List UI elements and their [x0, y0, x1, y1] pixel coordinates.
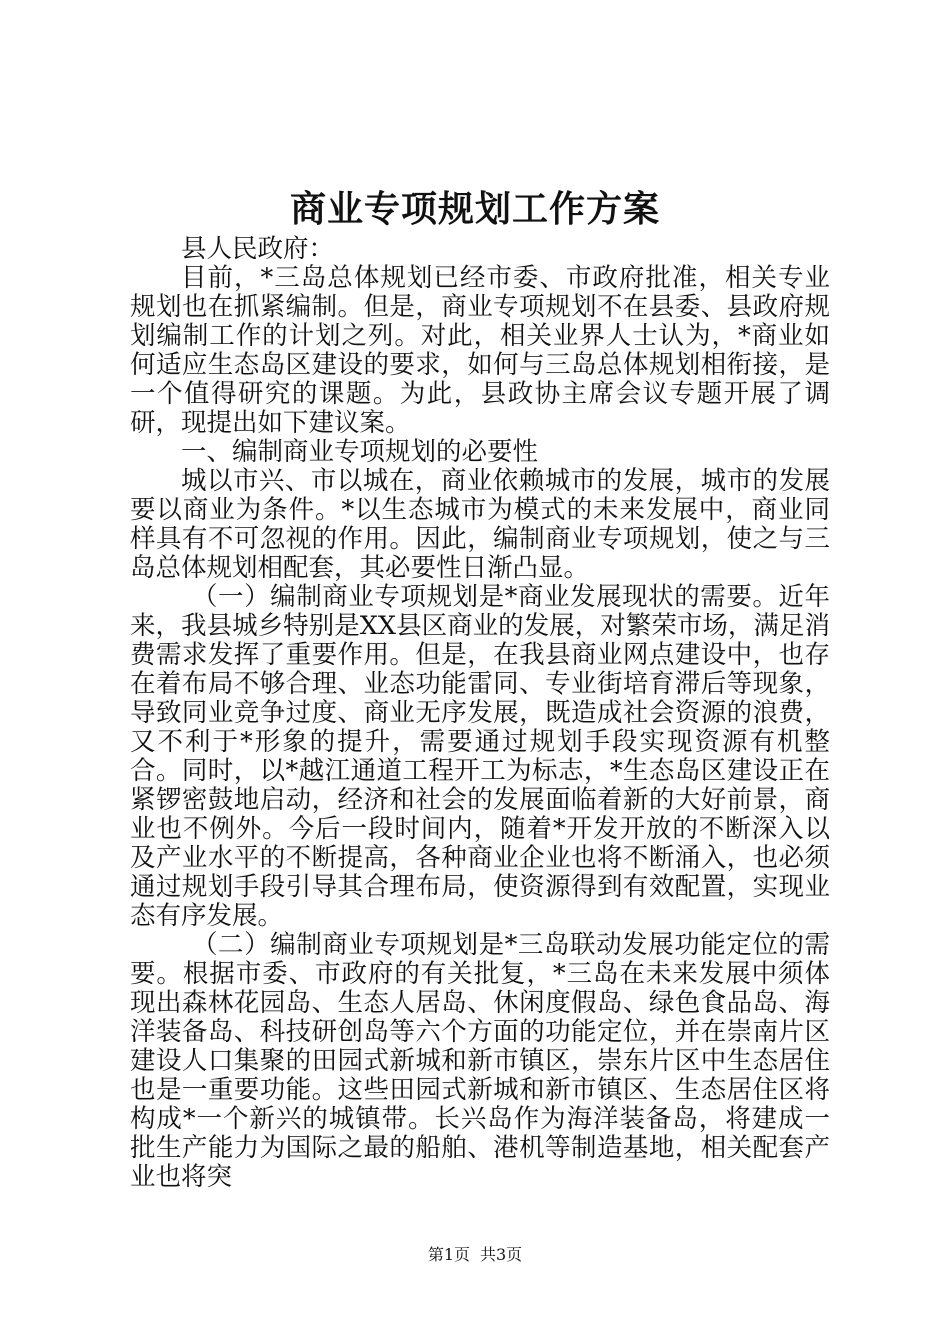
- document-title: 商业专项规划工作方案: [289, 188, 660, 230]
- paragraph-necessity: 城以市兴、市以城在，商业依赖城市的发展，城市的发展要以商业为条件。*以生态城市为模式的未来发展中，商业同样具有不可忽视的作用。因此，编制商业专项规划，使之与三岛总体规划相配套，其必要性日渐凸显。: [130, 466, 830, 583]
- salutation: 县人民政府：: [181, 234, 335, 264]
- page-footer: [0, 1244, 950, 1266]
- page-total: 共3页: [480, 1245, 523, 1264]
- document-body: [130, 235, 830, 1192]
- paragraph-point-2: （二）编制商业专项规划是*三岛联动发展功能定位的需要。根据市委、市政府的有关批复，*三岛在未来发展中须体现出森林花园岛、生态人居岛、休闲度假岛、绿色食品岛、海洋装备岛、科技研创岛等六个方面的功能定位，并在崇南片区建设人口集聚的田园式新城和新市镇区，崇东片区中生态居住也是一重要功能。这些田园式新城和新市镇区、生态居住区将构成*一个新兴的城镇带。长兴岛作为海洋装备岛，将建成一批生产能力为国际之最的船舶、港机等制造基地，相关配套产业也将突: [130, 930, 830, 1192]
- page-number: 第1页: [427, 1245, 470, 1264]
- paragraph-intro: 目前，*三岛总体规划已经市委、市政府批准，相关专业规划也在抓紧编制。但是，商业专项规划不在县委、县政府规划编制工作的计划之列。对此，相关业界人士认为，*商业如何适应生态岛区建设的要求，如何与三岛总体规划相衔接，是一个值得研究的课题。为此，县政协主席会议专题开展了调研，现提出如下建议案。: [130, 263, 830, 438]
- paragraph-point-1: （一）编制商业专项规划是*商业发展现状的需要。近年来，我县城乡特别是XX县区商业的发展，对繁荣市场，满足消费需求发挥了重要作用。但是，在我县商业网点建设中，也存在着布局不够合理、业态功能雷同、专业街培育滞后等现象，导致同业竞争过度、商业无序发展，既造成社会资源的浪费，又不利于*形象的提升，需要通过规划手段实现资源有机整合。同时，以*越江通道工程开工为标志，*生态岛区建设正在紧锣密鼓地启动，经济和社会的发展面临着新的大好前景，商业也不例外。今后一段时间内，随着*开发开放的不断深入以及产业水平的不断提高，各种商业企业也将不断涌入，也必须通过规划手段引导其合理布局，使资源得到有效配置，实现业态有序发展。: [130, 582, 830, 931]
- section-heading-1: 一、编制商业专项规划的必要性: [181, 437, 539, 467]
